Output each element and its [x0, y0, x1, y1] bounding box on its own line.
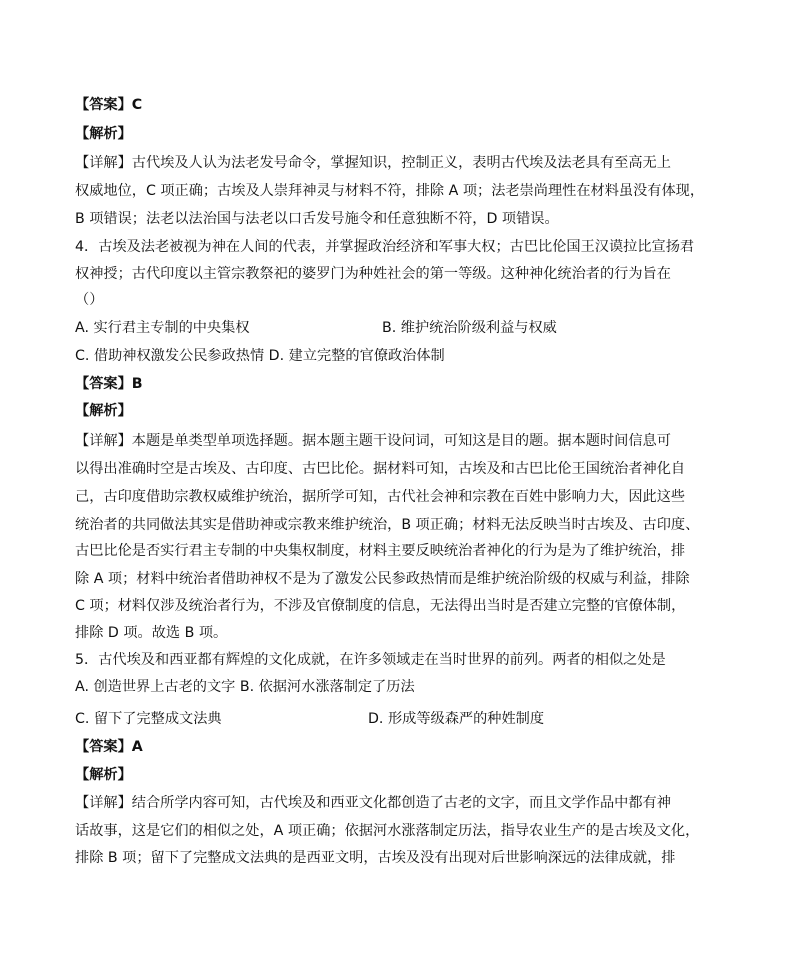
detail-4-line-3: 己，古印度借助宗教权威维护统治，据所学可知，古代社会神和宗教在百姓中影响力大，因此这些 [75, 489, 686, 505]
detail-4-line-8: 排除 D 项。故选 B 项。 [75, 625, 228, 641]
answer-label-4: 【答案】B [75, 376, 143, 392]
detail-5-line-2: 话故事，这是它们的相似之处，A 项正确；依据河水涨落制定历法，指导农业生产的是古埃及文化， [75, 823, 700, 839]
analysis-label-5: 【解析】 [75, 767, 132, 783]
detail-3-line-2: 权威地位，C 项正确；古埃及人崇拜神灵与材料不符，排除 A 项；法老崇尚理性在材料虽没有体现， [75, 183, 705, 199]
detail-4-line-5: 古巴比伦是否实行君主专制的中央集权制度，材料主要反映统治者神化的行为是为了维护统治，排 [75, 543, 686, 559]
detail-4-line-7: C 项；材料仅涉及统治者行为，不涉及官僚制度的信息，无法得出当时是否建立完整的官僚体制， [75, 598, 686, 614]
question-5-options-ab: A. 创造世界上古老的文字 B. 依据河水涨落制定了历法 [75, 679, 415, 695]
detail-4-line-2: 以得出准确时空是古埃及、古印度、古巴比伦。据材料可知，古埃及和古巴比伦王国统治者神化自 [75, 461, 686, 477]
detail-3-line-1: 【详解】古代埃及人认为法老发号命令，掌握知识，控制正义，表明古代埃及法老具有至高无上 [75, 155, 671, 171]
question-4-stem-line-3: （） [75, 292, 104, 308]
detail-4-line-1: 【详解】本题是单类型单项选择题。据本题主题干设问词，可知这是目的题。据本题时间信息可 [75, 433, 671, 449]
detail-3-line-3: B 项错误；法老以法治国与法老以口舌发号施令和任意独断不符，D 项错误。 [75, 211, 559, 227]
question-5-option-d: D. 形成等级森严的种姓制度 [368, 711, 545, 727]
answer-label-5: 【答案】A [75, 739, 143, 755]
analysis-label-3: 【解析】 [75, 126, 132, 142]
detail-4-line-6: 除 A 项；材料中统治者借助神权不是为了激发公民参政热情而是维护统治阶级的权威与利益，排除 [75, 571, 690, 587]
question-4-stem-line-1: 4．古埃及法老被视为神在人间的代表，并掌握政治经济和军事大权；古巴比伦国王汉谟拉比宣扬君 [75, 239, 695, 255]
analysis-label-4: 【解析】 [75, 403, 132, 419]
question-5-stem: 5．古代埃及和西亚都有辉煌的文化成就，在许多领域走在当时世界的前列。两者的相似之处是 [75, 652, 666, 668]
detail-5-line-3: 排除 B 项；留下了完整成文法典的是西亚文明，古埃及没有出现对后世影响深远的法律成就，排 [75, 850, 676, 866]
detail-5-line-1: 【详解】结合所学内容可知，古代埃及和西亚文化都创造了古老的文字，而且文学作品中都有神 [75, 795, 671, 811]
answer-label-3: 【答案】C [75, 97, 143, 113]
question-5-option-c: C. 留下了完整成文法典 [75, 711, 222, 727]
question-4-option-b: B. 维护统治阶级利益与权威 [382, 320, 557, 336]
detail-4-line-4: 统治者的共同做法其实是借助神或宗教来维护统治，B 项正确；材料无法反映当时古埃及、古印度、 [75, 517, 700, 533]
question-4-stem-line-2: 权神授；古代印度以主管宗教祭祀的婆罗门为种姓社会的第一等级。这种神化统治者的行为旨在 [75, 266, 671, 282]
question-4-options-cd: C. 借助神权激发公民参政热情 D. 建立完整的官僚政治体制 [75, 348, 445, 364]
question-4-option-a: A. 实行君主专制的中央集权 [75, 320, 250, 336]
